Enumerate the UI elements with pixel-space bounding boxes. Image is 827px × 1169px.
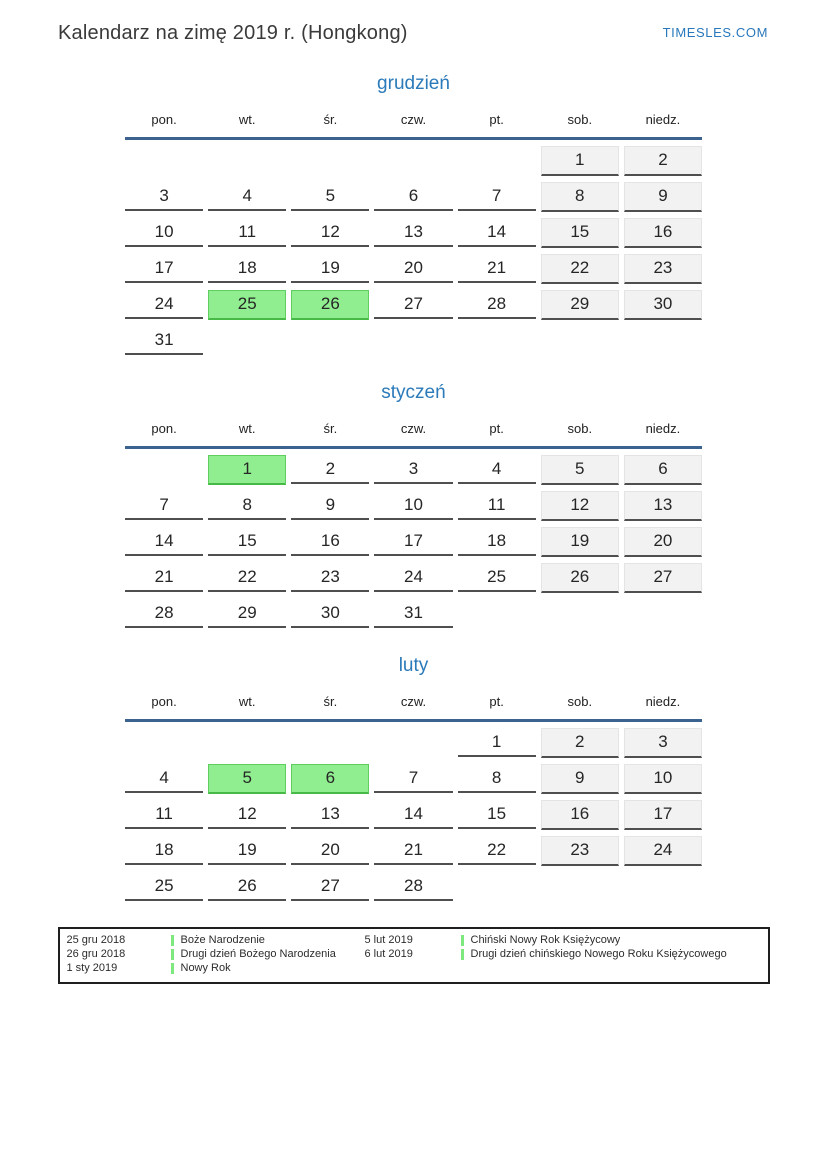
day-cell-styczeń-22: 22: [208, 563, 286, 592]
day-cell-luty-13: 13: [291, 800, 369, 829]
day-cell-luty-5: 5: [208, 764, 286, 794]
legend-date: 25 gru 2018: [66, 934, 126, 946]
day-cell-luty-21: 21: [374, 836, 452, 865]
day-cell-luty-19: 19: [208, 836, 286, 865]
empty-cell: [374, 728, 452, 755]
day-cell-grudzień-22: 22: [541, 254, 619, 284]
weekday-header-row: [125, 694, 702, 710]
month-luty: [0, 654, 827, 901]
empty-cell: [458, 146, 536, 173]
day-cell-grudzień-7: 7: [458, 182, 536, 211]
weekday-header: pt.: [489, 694, 504, 709]
weekday-header: sob.: [567, 421, 593, 436]
day-cell-styczeń-19: 19: [541, 527, 619, 557]
weekday-header: niedz.: [645, 694, 681, 709]
day-cell-luty-12: 12: [208, 800, 286, 829]
header-rule: [125, 137, 702, 140]
weekday-header: pon.: [151, 112, 177, 127]
day-cell-grudzień-11: 11: [208, 218, 286, 247]
weekday-header: wt.: [238, 694, 256, 709]
legend-holiday-label: Chiński Nowy Rok Księżycowy: [470, 934, 621, 946]
day-cell-grudzień-28: 28: [458, 290, 536, 319]
legend-date: 26 gru 2018: [66, 948, 126, 960]
weekday-header: śr.: [323, 421, 338, 436]
day-cell-styczeń-6: 6: [624, 455, 702, 485]
empty-cell: [458, 872, 536, 899]
empty-cell: [208, 146, 286, 173]
legend-holiday-name: [171, 934, 365, 947]
weekday-header-row: [125, 112, 702, 128]
empty-cell: [624, 872, 702, 899]
day-cell-luty-16: 16: [541, 800, 619, 830]
legend-holiday-name: [171, 948, 365, 961]
day-cell-luty-17: 17: [624, 800, 702, 830]
header-rule: [125, 446, 702, 449]
day-cell-grudzień-18: 18: [208, 254, 286, 283]
day-cell-luty-28: 28: [374, 872, 452, 901]
day-cell-grudzień-2: 2: [624, 146, 702, 176]
weekday-header: pon.: [151, 694, 177, 709]
legend-date: 6 lut 2019: [364, 948, 413, 960]
day-cell-luty-2: 2: [541, 728, 619, 758]
empty-cell: [541, 326, 619, 353]
empty-cell: [208, 326, 286, 353]
empty-cell: [208, 728, 286, 755]
weekday-header: czw.: [400, 421, 427, 436]
day-cell-grudzień-13: 13: [374, 218, 452, 247]
day-cell-grudzień-14: 14: [458, 218, 536, 247]
page-title: Kalendarz na zimę 2019 r. (Hongkong): [58, 22, 408, 44]
months-container: [0, 72, 827, 901]
month-title: styczeń: [381, 382, 446, 403]
empty-cell: [125, 455, 203, 482]
legend-holiday-name: [171, 962, 365, 975]
day-cell-luty-9: 9: [541, 764, 619, 794]
day-cell-styczeń-20: 20: [624, 527, 702, 557]
day-cell-styczeń-17: 17: [374, 527, 452, 556]
weekday-header: pon.: [151, 421, 177, 436]
weekday-header: wt.: [238, 421, 256, 436]
day-cell-luty-4: 4: [125, 764, 203, 793]
day-cell-grudzień-8: 8: [541, 182, 619, 212]
empty-cell: [291, 146, 369, 173]
day-cell-grudzień-16: 16: [624, 218, 702, 248]
day-grid: [125, 146, 702, 355]
weekday-header: pt.: [489, 421, 504, 436]
day-cell-styczeń-8: 8: [208, 491, 286, 520]
month-calendar: [125, 112, 702, 355]
day-cell-styczeń-28: 28: [125, 599, 203, 628]
weekday-header: sob.: [567, 112, 593, 127]
day-cell-grudzień-21: 21: [458, 254, 536, 283]
day-cell-styczeń-26: 26: [541, 563, 619, 593]
day-cell-styczeń-18: 18: [458, 527, 536, 556]
day-cell-luty-11: 11: [125, 800, 203, 829]
empty-cell: [624, 599, 702, 626]
day-cell-luty-10: 10: [624, 764, 702, 794]
month-calendar: [125, 694, 702, 901]
day-cell-grudzień-19: 19: [291, 254, 369, 283]
empty-cell: [458, 326, 536, 353]
day-cell-styczeń-25: 25: [458, 563, 536, 592]
day-cell-luty-27: 27: [291, 872, 369, 901]
legend-holiday-label: Drugi dzień Bożego Narodzenia: [180, 948, 336, 960]
empty-cell: [624, 326, 702, 353]
day-cell-styczeń-23: 23: [291, 563, 369, 592]
legend-date: [365, 962, 461, 975]
day-cell-grudzień-3: 3: [125, 182, 203, 211]
day-cell-luty-22: 22: [458, 836, 536, 865]
weekday-header: niedz.: [645, 112, 681, 127]
legend-green-bar-icon: [171, 935, 174, 946]
day-cell-grudzień-26: 26: [291, 290, 369, 320]
weekday-header: śr.: [323, 694, 338, 709]
day-cell-luty-15: 15: [458, 800, 536, 829]
day-cell-styczeń-14: 14: [125, 527, 203, 556]
legend-holiday-name: [461, 948, 761, 961]
day-cell-luty-18: 18: [125, 836, 203, 865]
legend-grid: [67, 934, 761, 975]
day-cell-styczeń-4: 4: [458, 455, 536, 484]
day-cell-styczeń-7: 7: [125, 491, 203, 520]
day-cell-styczeń-21: 21: [125, 563, 203, 592]
day-cell-luty-24: 24: [624, 836, 702, 866]
day-cell-styczeń-30: 30: [291, 599, 369, 628]
day-cell-grudzień-1: 1: [541, 146, 619, 176]
legend-date: 1 sty 2019: [66, 962, 118, 974]
empty-cell: [541, 599, 619, 626]
empty-cell: [374, 326, 452, 353]
day-cell-grudzień-12: 12: [291, 218, 369, 247]
legend-holiday-name: [461, 962, 761, 975]
day-grid: [125, 728, 702, 901]
site-link[interactable]: TIMESLES.COM: [662, 25, 768, 40]
legend-green-bar-icon: [461, 949, 464, 960]
day-cell-luty-25: 25: [125, 872, 203, 901]
day-cell-styczeń-16: 16: [291, 527, 369, 556]
month-calendar: [125, 421, 702, 628]
day-cell-luty-23: 23: [541, 836, 619, 866]
legend-holiday-label: Nowy Rok: [180, 962, 231, 974]
day-cell-grudzień-15: 15: [541, 218, 619, 248]
legend-holiday-label: Drugi dzień chińskiego Nowego Roku Księżycowego: [470, 948, 727, 960]
day-cell-styczeń-12: 12: [541, 491, 619, 521]
legend-holiday-label: Boże Narodzenie: [180, 934, 265, 946]
day-cell-luty-6: 6: [291, 764, 369, 794]
month-grudzień: [0, 72, 827, 355]
day-cell-styczeń-11: 11: [458, 491, 536, 520]
legend-holiday-name: [461, 934, 761, 947]
day-grid: [125, 455, 702, 628]
empty-cell: [374, 146, 452, 173]
day-cell-grudzień-23: 23: [624, 254, 702, 284]
day-cell-styczeń-10: 10: [374, 491, 452, 520]
weekday-header: sob.: [567, 694, 593, 709]
month-styczeń: [0, 381, 827, 628]
day-cell-styczeń-1: 1: [208, 455, 286, 485]
empty-cell: [541, 872, 619, 899]
legend-green-bar-icon: [171, 963, 174, 974]
day-cell-luty-7: 7: [374, 764, 452, 793]
day-cell-styczeń-9: 9: [291, 491, 369, 520]
day-cell-grudzień-25: 25: [208, 290, 286, 320]
legend-green-bar-icon: [171, 949, 174, 960]
day-cell-grudzień-24: 24: [125, 290, 203, 319]
day-cell-grudzień-10: 10: [125, 218, 203, 247]
day-cell-styczeń-15: 15: [208, 527, 286, 556]
empty-cell: [125, 728, 203, 755]
day-cell-styczeń-3: 3: [374, 455, 452, 484]
day-cell-styczeń-5: 5: [541, 455, 619, 485]
empty-cell: [125, 146, 203, 173]
day-cell-styczeń-31: 31: [374, 599, 452, 628]
weekday-header: wt.: [238, 112, 256, 127]
day-cell-luty-1: 1: [458, 728, 536, 757]
weekday-header-row: [125, 421, 702, 437]
legend-green-bar-icon: [461, 935, 464, 946]
day-cell-luty-3: 3: [624, 728, 702, 758]
day-cell-grudzień-29: 29: [541, 290, 619, 320]
weekday-header: czw.: [400, 112, 427, 127]
weekday-header: czw.: [400, 694, 427, 709]
day-cell-luty-8: 8: [458, 764, 536, 793]
day-cell-grudzień-17: 17: [125, 254, 203, 283]
day-cell-grudzień-6: 6: [374, 182, 452, 211]
month-title: luty: [398, 655, 429, 676]
day-cell-styczeń-24: 24: [374, 563, 452, 592]
empty-cell: [291, 326, 369, 353]
day-cell-styczeń-13: 13: [624, 491, 702, 521]
day-cell-styczeń-2: 2: [291, 455, 369, 484]
day-cell-luty-26: 26: [208, 872, 286, 901]
day-cell-luty-20: 20: [291, 836, 369, 865]
weekday-header: niedz.: [645, 421, 681, 436]
weekday-header: śr.: [323, 112, 338, 127]
month-title: grudzień: [377, 73, 450, 94]
holiday-legend: [58, 927, 770, 984]
day-cell-grudzień-27: 27: [374, 290, 452, 319]
day-cell-grudzień-4: 4: [208, 182, 286, 211]
day-cell-grudzień-5: 5: [291, 182, 369, 211]
page-header: [0, 0, 827, 46]
empty-cell: [458, 599, 536, 626]
weekday-header: pt.: [489, 112, 504, 127]
day-cell-grudzień-31: 31: [125, 326, 203, 355]
empty-cell: [291, 728, 369, 755]
day-cell-grudzień-9: 9: [624, 182, 702, 212]
day-cell-styczeń-29: 29: [208, 599, 286, 628]
day-cell-styczeń-27: 27: [624, 563, 702, 593]
header-rule: [125, 719, 702, 722]
legend-date: 5 lut 2019: [364, 934, 413, 946]
day-cell-luty-14: 14: [374, 800, 452, 829]
day-cell-grudzień-20: 20: [374, 254, 452, 283]
day-cell-grudzień-30: 30: [624, 290, 702, 320]
